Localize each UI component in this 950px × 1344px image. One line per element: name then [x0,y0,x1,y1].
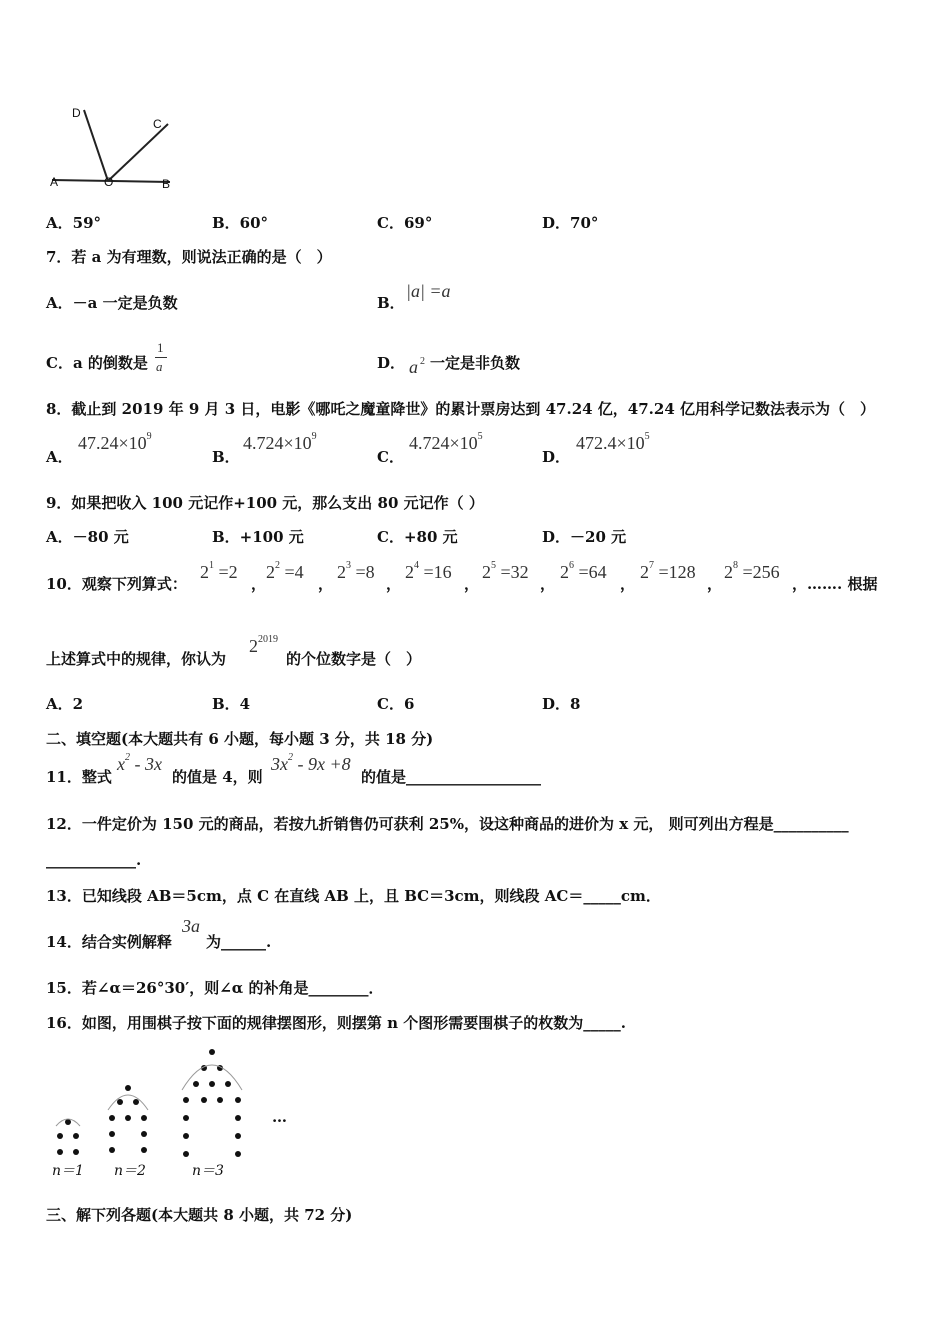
q15: 15．若∠α＝26°30′，则∠α 的补角是________． [46,979,384,997]
q6-option-d: D．70° [542,214,599,232]
q10-exp: 6 [569,560,574,571]
q9-stem: 9．如果把收入 100 元记作+100 元，那么支出 80 元记作（ ） [46,494,484,512]
q8-a-exp: 9 [146,431,152,442]
q10-exp: 4 [414,560,419,571]
q11-expr2-rest: - 9x +8 [293,754,351,774]
q14-expr: 3a [182,916,200,936]
section-2-heading: 二、填空题(本大题共有 6 小题，每小题 3 分，共 18 分) [46,730,434,748]
q8-stem: 8．截止到 2019 年 9 月 3 日，电影《哪吒之魔童降世》的累计票房达到 47.24 亿，47.24 亿用科学记数法表示为（ ） [46,400,876,418]
q9-option-a: A．－80 元 [46,528,129,546]
label-a: A [50,175,59,189]
q7-option-d-base: a [409,357,418,377]
q8-a-base: 47.24×10 [78,433,147,453]
q10-line2-suffix: 的个位数字是（ ） [286,650,422,668]
q10-exp: 7 [649,560,654,571]
q8-option-d-label: D． [542,448,571,466]
q10-base: 2 [266,562,275,582]
q14-suffix: 为______. [206,933,272,951]
q16-stem: 16．如图，用围棋子按下面的规律摆图形，则摆第 n 个图形需要围棋子的枚数为_____. [46,1014,626,1032]
q10-option-a: A．2 [46,695,84,713]
q6-option-c: C．69° [377,214,433,232]
q12-line2: ____________. [46,851,142,869]
q10-result: =2 [218,562,238,582]
q6-option-a: A．59° [46,214,102,232]
q11-expr1-exp: 2 [125,752,130,763]
q10-option-b: B．4 [212,695,251,713]
q11-suffix: 的值是__________________ [361,768,542,786]
label-b: B [162,177,171,191]
q10-line2-exp: 2019 [258,634,278,645]
q10-exp: 2 [275,560,280,571]
q7-option-a: A．－a 一定是负数 [46,294,178,312]
section-3-heading: 三、解下列各题(本大题共 8 小题，共 72 分) [46,1206,353,1224]
q10-result: =32 [500,562,529,582]
q11-expr2-exp: 2 [288,752,293,763]
q10-base: 2 [724,562,733,582]
q8-c-exp: 5 [477,431,483,442]
q8-option-a-label: A． [46,448,73,466]
q7-option-d-text: 一定是非负数 [430,354,521,372]
q10-prefix: 10．观察下列算式： [46,575,187,593]
q8-b-base: 4.724×10 [243,433,312,453]
q10-base: 2 [640,562,649,582]
q10-exp: 3 [346,560,351,571]
figure-label-n2: n＝2 [114,1163,146,1179]
q6-option-b: B．60° [212,214,269,232]
q10-exp: 1 [209,560,214,571]
q10-result: =128 [658,562,696,582]
q10-base: 2 [200,562,209,582]
q8-option-b-label: B． [212,448,240,466]
q7-stem: 7．若 a 为有理数，则说法正确的是（ ） [46,248,332,266]
q10-base: 2 [337,562,346,582]
label-d: D [72,106,81,120]
q10-base: 2 [405,562,414,582]
q12-line1: 12．一件定价为 150 元的商品，若按九折销售仍可获利 25%，设这种商品的进价为 x 元， 则可列出方程是__________ [46,815,849,833]
comma: ， [386,575,402,593]
q8-d-base: 472.4×10 [576,433,645,453]
q7-fraction-denominator: a [156,359,163,374]
q7-fraction-numerator: 1 [157,340,164,355]
q10-option-c: C．6 [377,695,415,713]
q7-option-d-exp: 2 [420,356,425,367]
q10-base: 2 [560,562,569,582]
comma: ， [540,575,556,593]
q10-base: 2 [249,636,258,656]
q11-prefix: 11．整式 [46,768,112,786]
q10-result: =256 [742,562,780,582]
q13: 13．已知线段 AB＝5cm，点 C 在直线 AB 上，且 BC＝3cm，则线段 AC＝_____cm． [46,887,661,905]
q9-option-d: D．－20 元 [542,528,627,546]
q11-expr1-base: x [117,754,125,774]
comma: ， [251,575,267,593]
comma: ， [620,575,636,593]
q10-line2-prefix: 上述算式中的规律，你认为 [46,650,227,668]
figure-label-n1: n＝1 [52,1163,84,1179]
q14-prefix: 14．结合实例解释 [46,933,172,951]
q7-option-d-label: D． [377,354,406,372]
q10-result: =16 [423,562,452,582]
q8-c-base: 4.724×10 [409,433,478,453]
q10-option-d: D．8 [542,695,581,713]
q10-base: 2 [482,562,491,582]
q11-expr1-rest: - 3x [130,754,162,774]
q10-exp: 8 [733,560,738,571]
q8-b-exp: 9 [311,431,317,442]
q10-result: =8 [355,562,375,582]
q7-option-b-math: |a| =a [406,281,451,301]
figure-ellipsis: … [272,1108,287,1126]
comma: ， [464,575,480,593]
q9-option-b: B．+100 元 [212,528,304,546]
q8-option-c-label: C． [377,448,404,466]
figure-label-n3: n＝3 [192,1163,224,1179]
q9-option-c: C．+80 元 [377,528,458,546]
q11-expr2-base: 3x [271,754,288,774]
q10-result: =64 [578,562,607,582]
label-c: C [153,117,162,131]
q7-option-b-label: B． [377,294,405,312]
q7-option-c-label: C．a 的倒数是 [46,354,148,372]
q10-result: =4 [284,562,304,582]
q10-suffix: ，……. 根据 [792,575,878,593]
comma: ， [318,575,334,593]
q11-mid: 的值是 4，则 [172,768,263,786]
comma: ， [707,575,723,593]
q10-exp: 5 [491,560,496,571]
q8-d-exp: 5 [644,431,650,442]
label-o: O [104,175,114,189]
